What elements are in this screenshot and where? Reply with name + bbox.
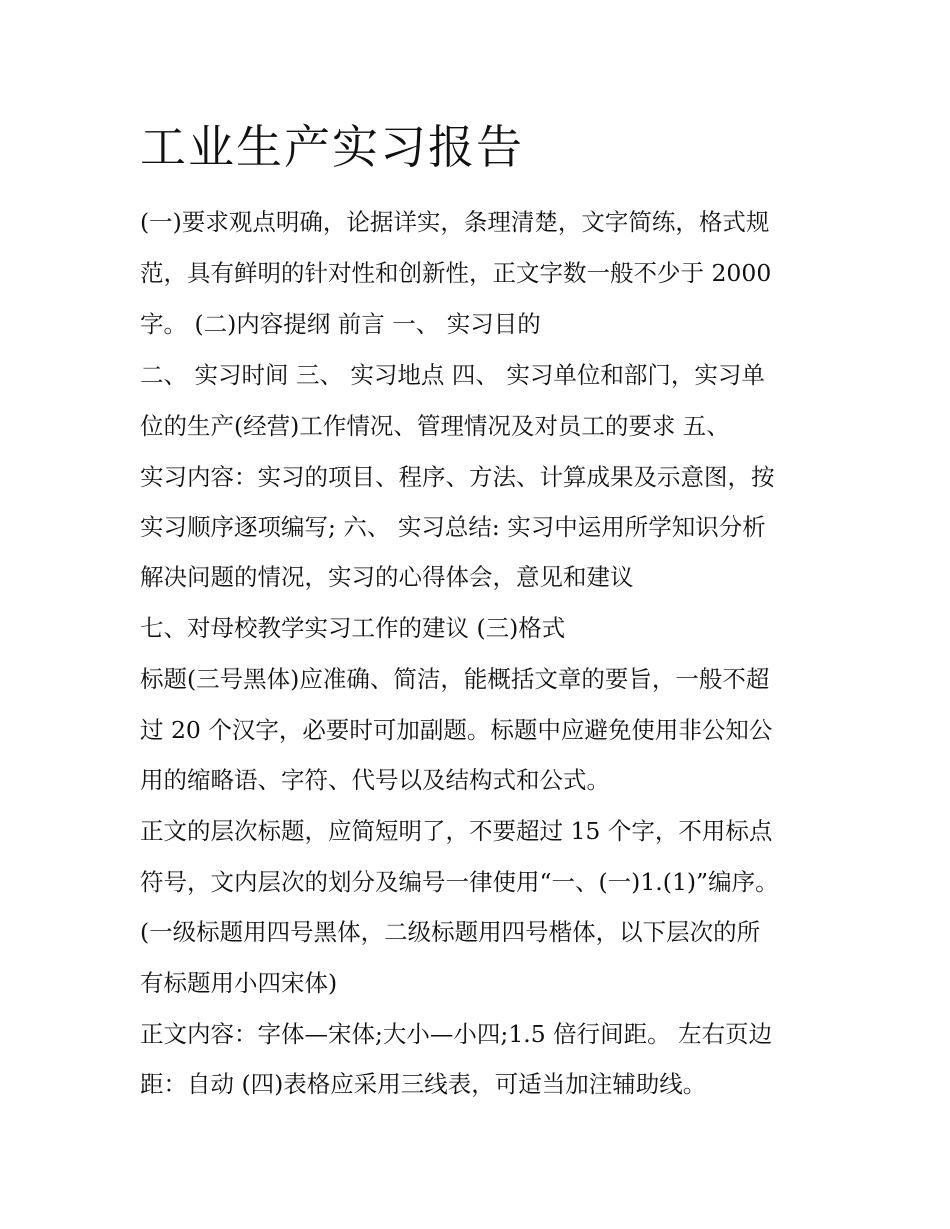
body-line: 字。 (二)内容提纲 前言 一、 实习目的 [140,310,541,338]
body-line: 二、 实习时间 三、 实习地点 四、 实习单位和部门，实习单 [140,361,765,389]
body-line: 位的生产(经营)工作情况、管理情况及对员工的要求 五、 [140,412,730,440]
body-line: 正文内容：字体—宋体;大小—小四;1.5 倍行间距。 左右页边 [140,1020,773,1048]
body-line: (一级标题用四号黑体，二级标题用四号楷体，以下层次的所 [140,918,761,946]
body-line: 有标题用小四宋体) [140,969,338,997]
body-line: 实习内容：实习的项目、程序、方法、计算成果及示意图，按 [140,463,775,491]
body-line: 七、对母校教学实习工作的建议 (三)格式 [140,614,566,642]
body-line: 标题(三号黑体)应准确、简洁，能概括文章的要旨，一般不超 [140,665,770,693]
body-line: 用的缩略语、字符、代号以及结构式和公式。 [140,766,610,794]
body-line: 正文的层次标题，应简短明了，不要超过 15 个字，不用标点 [140,817,773,845]
body-line: 解决问题的情况，实习的心得体会，意见和建议 [140,563,634,591]
body-line: 过 20 个汉字，必要时可加副题。标题中应避免使用非公知公 [140,716,773,744]
body-line: (一)要求观点明确，论据详实，条理清楚，文字简练，格式规 [140,208,770,236]
body-line: 实习顺序逐项编写; 六、 实习总结: 实习中运用所学知识分析 [140,513,766,541]
body-line: 距：自动 (四)表格应采用三线表，可适当加注辅助线。 [140,1070,707,1098]
body-line: 符号，文内层次的划分及编号一律使用“一、(一)1.(1)”编序。 [140,868,779,896]
body-line: 范，具有鲜明的针对性和创新性，正文字数一般不少于 2000 [140,259,772,287]
document-title: 工业生产实习报告 [140,120,524,174]
